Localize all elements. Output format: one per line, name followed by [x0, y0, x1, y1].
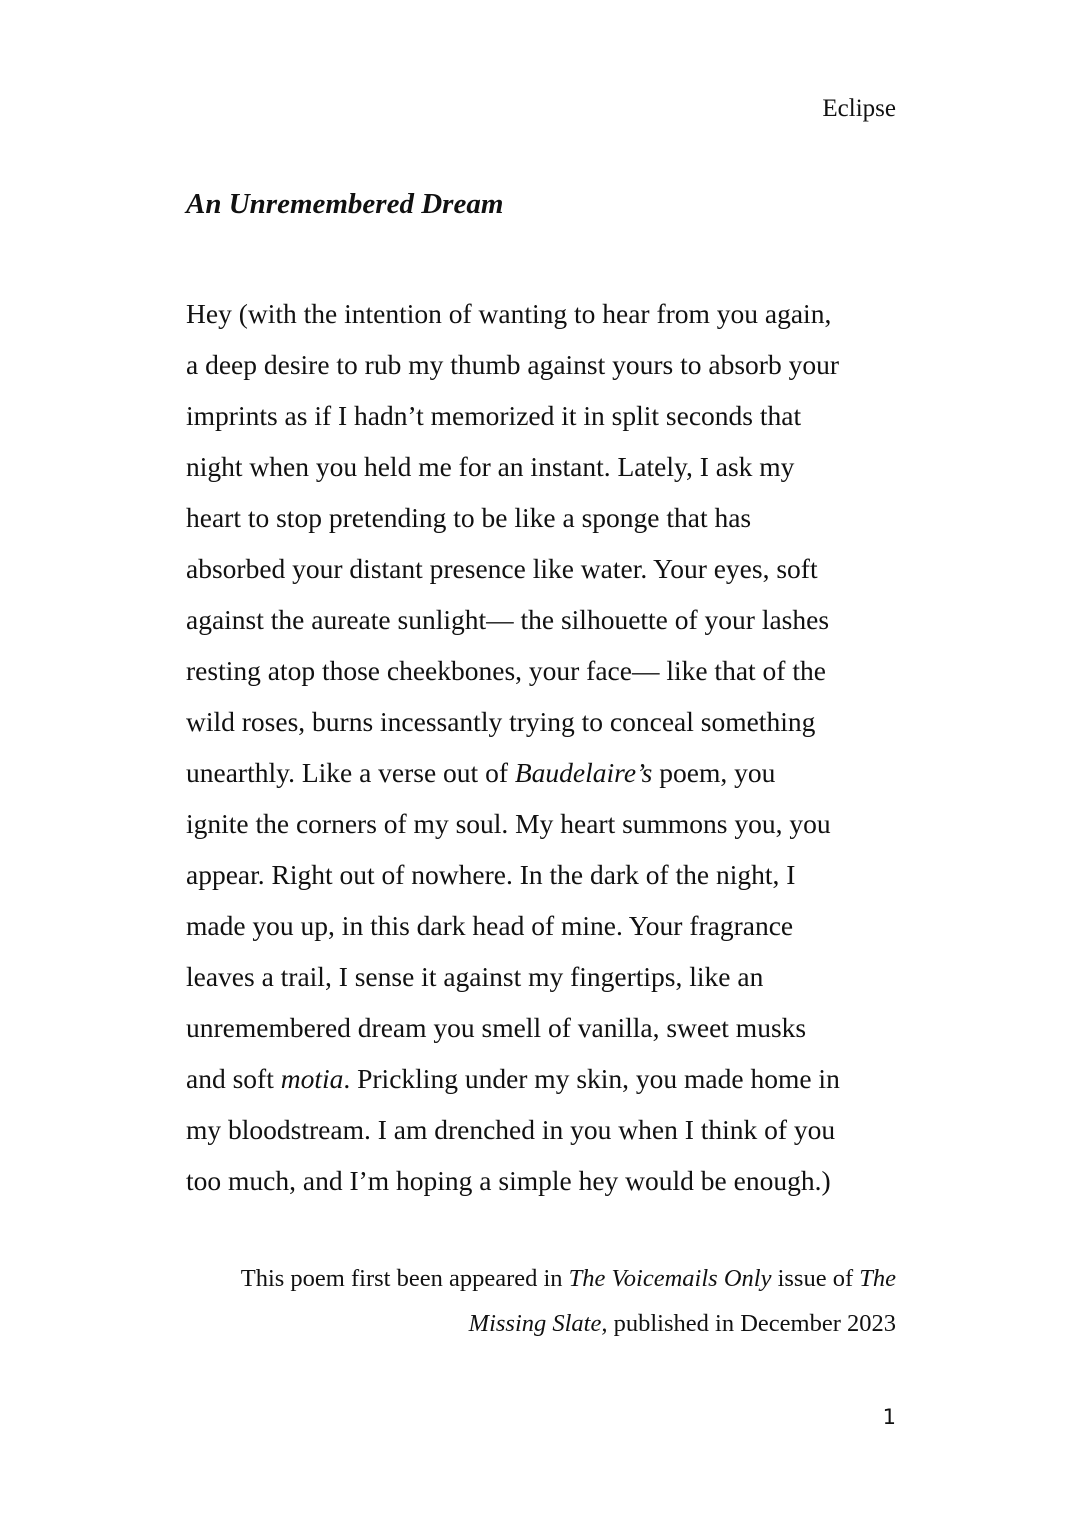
- credit-line: [176, 1256, 896, 1301]
- poem-line: made you up, in this dark head of mine. Your fragrance: [186, 910, 794, 941]
- poem-line: wild roses, burns incessantly trying to conceal something: [186, 706, 816, 737]
- credit-text: This poem first been appeared in: [240, 1265, 569, 1292]
- poem-line: resting atop those cheekbones, your face— like that of the: [186, 655, 826, 686]
- poem-line: heart to stop pretending to be like a sponge that has: [186, 502, 752, 533]
- poem-line: too much, and I’m hoping a simple hey would be enough.): [186, 1165, 831, 1196]
- credit-line: [176, 1301, 896, 1346]
- poem-italic-name: Baudelaire’s: [514, 757, 653, 788]
- poem-line-text: . Prickling under my skin, you made home in: [343, 1063, 840, 1094]
- poem-body: [186, 288, 906, 1206]
- poem-line: night when you held me for an instant. Lately, I ask my: [186, 451, 795, 482]
- poem-line: [186, 747, 906, 798]
- poem-line-text: and soft: [186, 1063, 281, 1094]
- publication-credit: [176, 1256, 896, 1346]
- poem-line-text: unearthly. Like a verse out of: [186, 757, 515, 788]
- poem-line: appear. Right out of nowhere. In the dark of the night, I: [186, 859, 796, 890]
- running-header-title: Eclipse: [822, 95, 896, 122]
- credit-issue-title: The Voicemails Only: [568, 1265, 772, 1292]
- poem-line: against the aureate sunlight— the silhouette of your lashes: [186, 604, 830, 635]
- credit-text: issue of: [771, 1265, 860, 1292]
- poem-line: leaves a trail, I sense it against my fingertips, like an: [186, 961, 764, 992]
- poem-line: a deep desire to rub my thumb against yours to absorb your: [186, 349, 839, 380]
- poem-line: [186, 1053, 906, 1104]
- page-number: 1: [882, 1405, 896, 1429]
- poem-title: An Unremembered Dream: [186, 188, 504, 220]
- poem-line: absorbed your distant presence like water. Your eyes, soft: [186, 553, 818, 584]
- poem-line: unremembered dream you smell of vanilla, sweet musks: [186, 1012, 807, 1043]
- poem-line-text: poem, you: [652, 757, 776, 788]
- poem-line: Hey (with the intention of wanting to hear from you again,: [186, 298, 832, 329]
- poem-line: imprints as if I hadn’t memorized it in split seconds that: [186, 400, 802, 431]
- credit-journal-title: The: [859, 1265, 896, 1292]
- poem-italic-word: motia: [280, 1063, 344, 1094]
- poem-line: my bloodstream. I am drenched in you when I think of you: [186, 1114, 836, 1145]
- credit-journal-title: Missing Slate,: [468, 1310, 608, 1337]
- credit-text: published in December 2023: [607, 1310, 896, 1337]
- poem-line: ignite the corners of my soul. My heart summons you, you: [186, 808, 831, 839]
